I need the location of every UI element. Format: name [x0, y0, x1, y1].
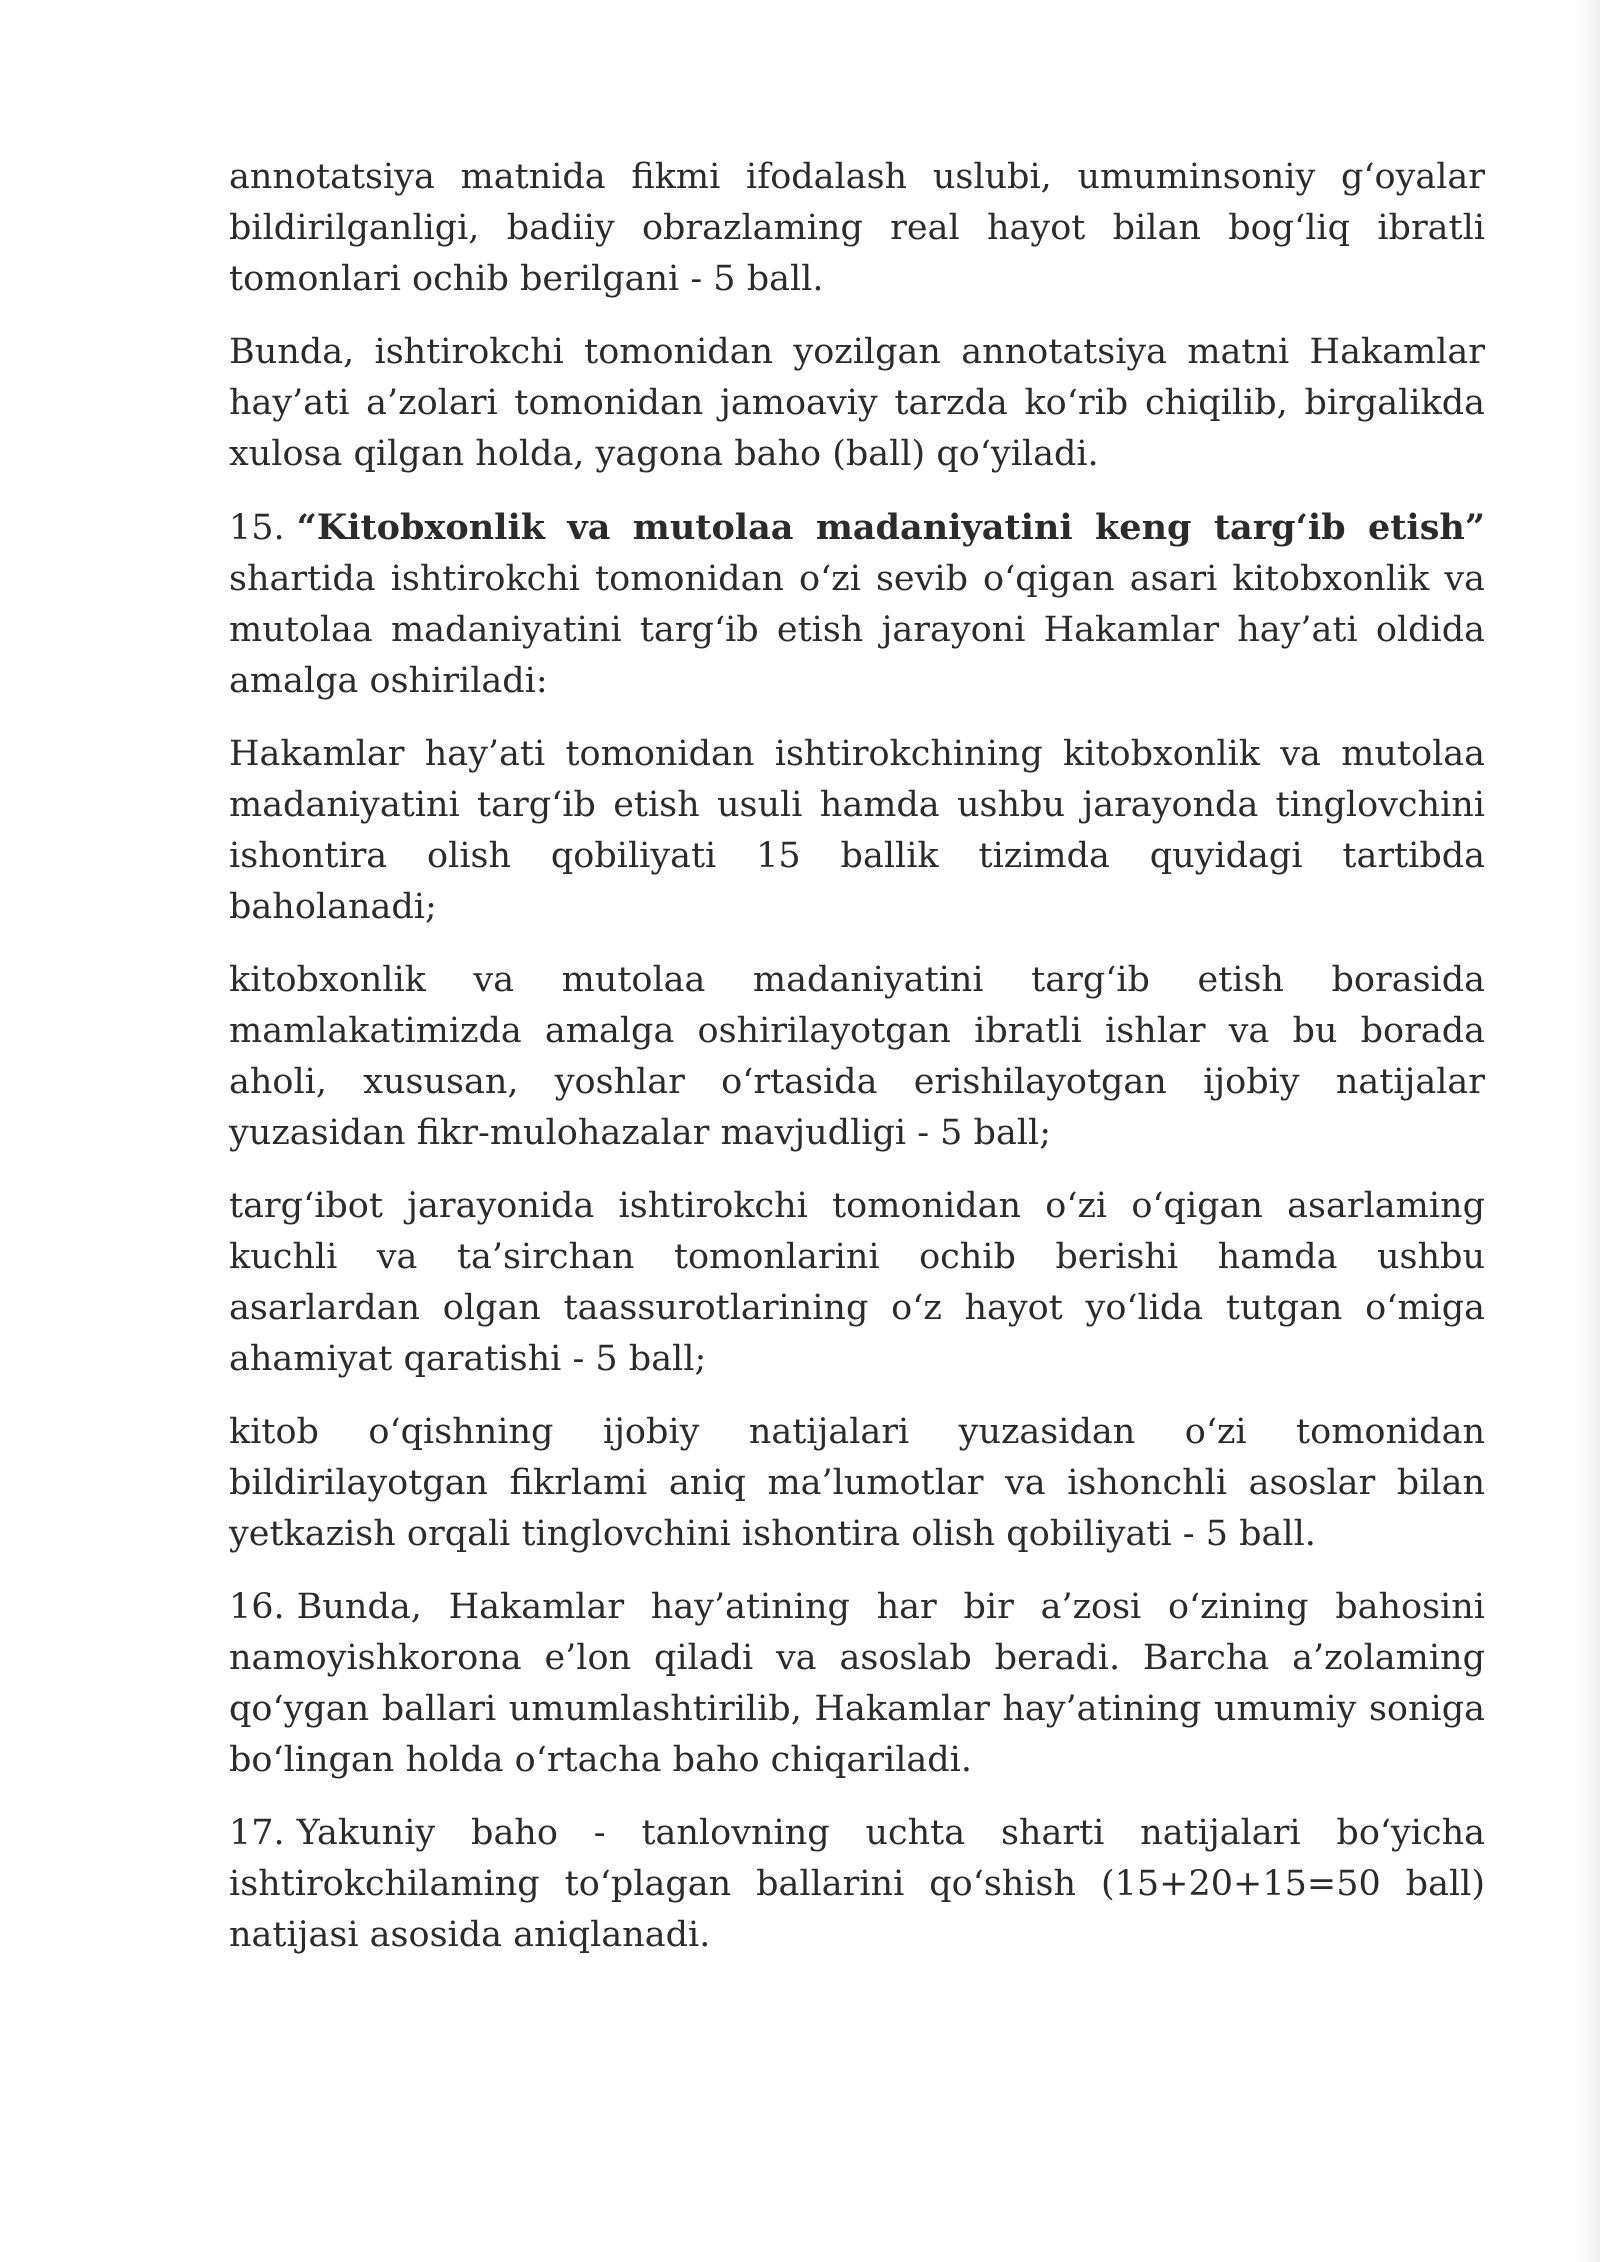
paragraph-text: Bunda, Hakamlar hay’atining har bir a’zosi o‘zining bahosini namoyishkorona e’lon qiladi va asoslab beradi. Barcha a’zolaming qo‘ygan ballari umumlashtirilib, Hakamlar hay’atining umumiy soniga bo‘lingan holda o‘rtacha baho chiqariladi.	[229, 1587, 1485, 1780]
paragraph-criterion-3	[229, 1407, 1485, 1560]
item-number: 15.	[229, 508, 285, 548]
document-body	[229, 152, 1485, 1983]
paragraph-text: Bunda, ishtirokchi tomonidan yozilgan annotatsiya matni Hakamlar hay’ati a’zolari tomonidan jamoaviy tarzda ko‘rib chiqilib, birgalikda xulosa qilgan holda, yagona baho (ball) qo‘yiladi.	[229, 332, 1485, 474]
page-edge-shadow	[1578, 0, 1600, 2262]
paragraph-hakamlar-baholash	[229, 729, 1485, 933]
paragraph-bunda-annotatsiya	[229, 327, 1485, 480]
paragraph-text: annotatsiya matnida fikmi ifodalash uslubi, umuminsoniy g‘oyalar bildirilganligi, badiiy obrazlaming real hayot bilan bog‘liq ibratli tomonlari ochib berilgani - 5 ball.	[229, 157, 1485, 299]
paragraph-text: kitob o‘qishning ijobiy natijalari yuzasidan o‘zi tomonidan bildirilayotgan fikrlami aniq ma’lumotlar va ishonchli asoslar bilan yetkazish orqali tinglovchini ishontira olish qobiliyati - 5 ball.	[229, 1412, 1485, 1554]
paragraph-text: kitobxonlik va mutolaa madaniyatini targ‘ib etish borasida mamlakatimizda amalga oshirilayotgan ibratli ishlar va bu borada aholi, xususan, yoshlar o‘rtasida erishilayotgan ijobiy natijalar yuzasidan fikr-mulohazalar mavjudligi - 5 ball;	[229, 960, 1485, 1153]
paragraph-criterion-1	[229, 955, 1485, 1159]
paragraph-text: targ‘ibot jarayonida ishtirokchi tomonidan o‘zi o‘qigan asarlaming kuchli va ta’sirchan tomonlarini ochib berishi hamda ushbu asarlardan olgan taassurotlarining o‘z hayot yo‘lida tutgan o‘miga ahamiyat qaratishi - 5 ball;	[229, 1186, 1485, 1379]
paragraph-text: Yakuniy baho - tanlovning uchta sharti natijalari bo‘yicha ishtirokchilaming to‘plagan ballarini qo‘shish (15+20+15=50 ball) natijasi asosida aniqlanadi.	[229, 1813, 1485, 1955]
paragraph-item-15	[229, 502, 1485, 707]
paragraph-annotatsiya-criterion	[229, 152, 1485, 305]
paragraph-criterion-2	[229, 1181, 1485, 1385]
paragraph-text: Hakamlar hay’ati tomonidan ishtirokchining kitobxonlik va mutolaa madaniyatini targ‘ib etish usuli hamda ushbu jarayonda tinglovchini ishontira olish qobiliyati 15 ballik tizimda quyidagi tartibda baholanadi;	[229, 734, 1485, 927]
item-number: 16.	[229, 1587, 285, 1627]
item-bold-title: “Kitobxonlik va mutolaa madaniyatini keng targ‘ib etish”	[296, 507, 1485, 548]
item-number: 17.	[229, 1813, 285, 1853]
paragraph-text: shartida ishtirokchi tomonidan o‘zi sevib o‘qigan asari kitobxonlik va mutolaa madaniyatini targ‘ib etish jarayoni Hakamlar hay’ati oldida amalga oshiriladi:	[229, 559, 1485, 701]
paragraph-item-17	[229, 1808, 1485, 1961]
paragraph-item-16	[229, 1582, 1485, 1786]
